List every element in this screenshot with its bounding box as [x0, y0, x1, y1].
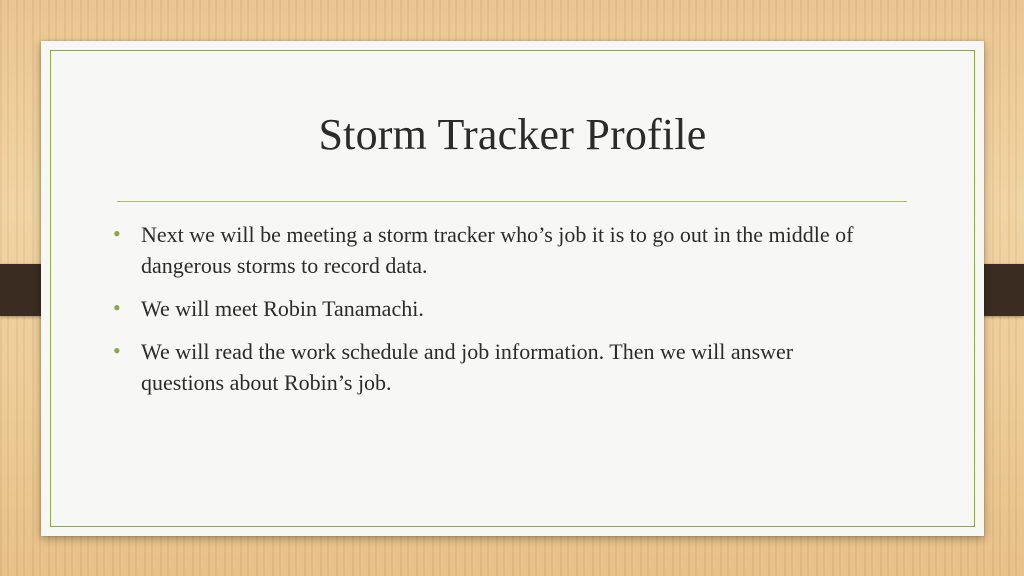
- bullet-text: Next we will be meeting a storm tracker who’s job it is to go out in the middle of dangerous storms to record data.: [141, 222, 854, 278]
- bullet-list: [111, 219, 871, 410]
- slide-card: [41, 41, 984, 536]
- bullet-dot-icon: •: [113, 221, 121, 246]
- bullet-dot-icon: •: [113, 338, 121, 363]
- slide-title: Storm Tracker Profile: [318, 110, 707, 159]
- bullet-item-2: [111, 293, 871, 324]
- bullet-item-3: [111, 336, 871, 398]
- bullet-dot-icon: •: [113, 295, 121, 320]
- bullet-text: We will meet Robin Tanamachi.: [141, 296, 424, 321]
- title-divider: [117, 201, 907, 202]
- bullet-item-1: [111, 219, 871, 281]
- bullet-text: We will read the work schedule and job information. Then we will answer questions about Robin’s job.: [141, 339, 794, 395]
